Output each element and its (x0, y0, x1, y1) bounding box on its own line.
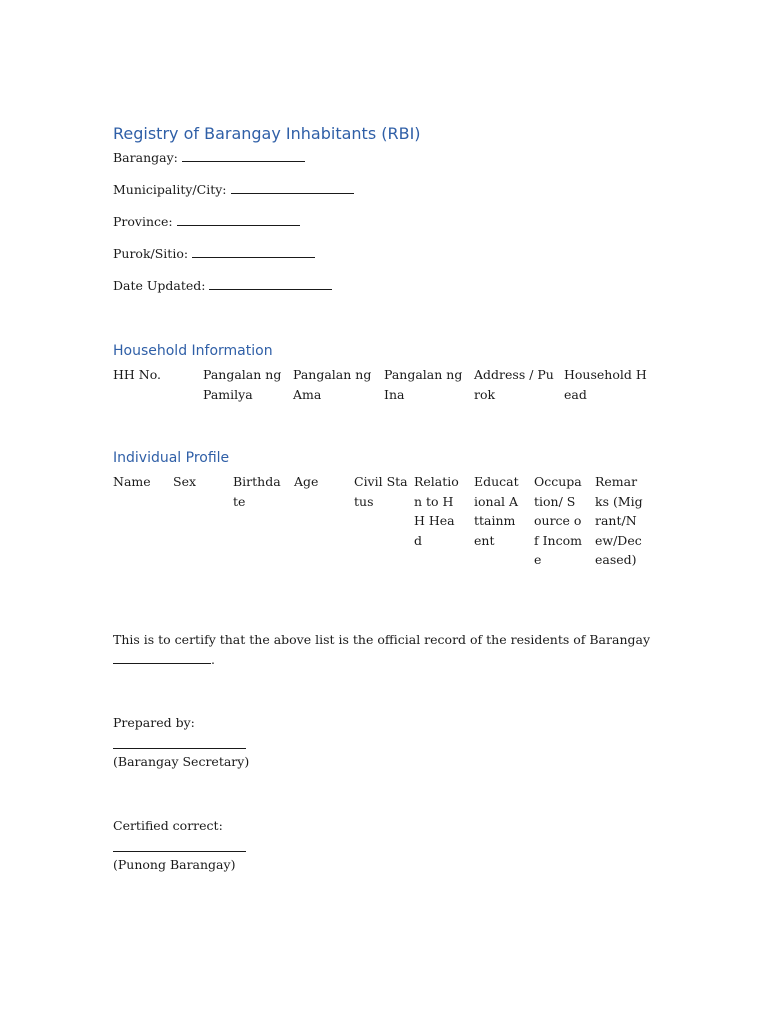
column-header: HH No. (113, 367, 161, 382)
column-header: Pangalan ng Ina (384, 367, 463, 402)
column-header: Household Head (564, 367, 647, 402)
column-header: Pangalan ng Ama (293, 367, 372, 402)
household-table-header (113, 365, 673, 405)
individual-table-header (113, 472, 673, 592)
blank-line (231, 182, 354, 194)
column-header: Civil Status (354, 474, 408, 509)
certification-text: This is to certify that the above list is the official record of the residents of Barangay (113, 632, 651, 647)
blank-line (192, 246, 315, 258)
column-header: Occupation/ Source of Income (534, 474, 582, 567)
field-barangay (113, 150, 305, 165)
field-province (113, 214, 300, 229)
column-header: Remarks (Migrant/New/Deceased) (595, 474, 643, 567)
signature-line (113, 839, 246, 852)
field-label: Province: (113, 214, 173, 229)
field-label: Purok/Sitio: (113, 246, 189, 261)
column-header: Name (113, 474, 151, 489)
document-title: Registry of Barangay Inhabitants (RBI) (113, 124, 421, 143)
column-header: Relation to HH Head (414, 474, 459, 548)
certification-barangay-blank (113, 652, 215, 667)
blank-line (113, 652, 211, 664)
column-header: Age (294, 474, 319, 489)
field-label: Municipality/City: (113, 182, 227, 197)
column-header: Pangalan ng Pamilya (203, 367, 282, 402)
field-label: Barangay: (113, 150, 178, 165)
prepared-by-label: Prepared by: (113, 715, 195, 730)
blank-line (182, 150, 305, 162)
column-header: Sex (173, 474, 197, 489)
individual-heading: Individual Profile (113, 450, 230, 466)
column-header: Address / Purok (474, 367, 554, 402)
period: . (211, 652, 215, 667)
column-header: Educational Attainment (474, 474, 519, 548)
signature-line (113, 736, 246, 749)
barangay-secretary-label: (Barangay Secretary) (113, 754, 250, 769)
punong-barangay-label: (Punong Barangay) (113, 857, 236, 872)
blank-line (209, 278, 332, 290)
field-municipality-city (113, 182, 354, 197)
field-date-updated (113, 278, 332, 293)
column-header: Birthdate (233, 474, 281, 509)
certified-correct-label: Certified correct: (113, 818, 223, 833)
blank-line (177, 214, 300, 226)
field-label: Date Updated: (113, 278, 206, 293)
household-heading: Household Information (113, 343, 273, 359)
field-purok-sitio (113, 246, 315, 261)
